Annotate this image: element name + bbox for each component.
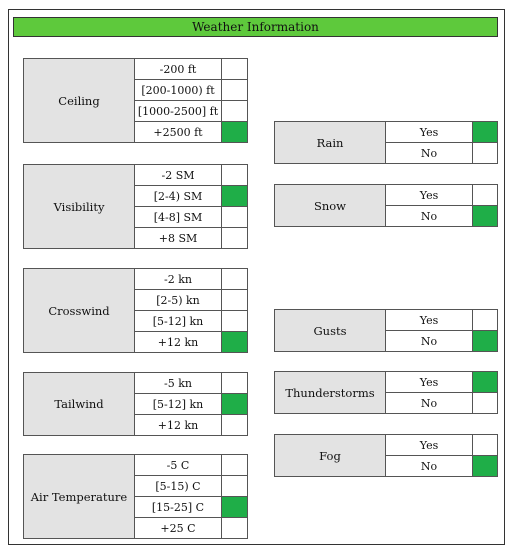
tailwind-option-checkbox[interactable] [221,372,248,394]
crosswind-option-row [135,289,248,311]
visibility-option-checkbox[interactable] [221,206,248,228]
tailwind-label: Tailwind [23,372,135,436]
visibility-option-checkbox[interactable] [221,185,248,207]
crosswind-option-label: +12 kn [134,331,222,353]
air-temperature-option-row [135,517,248,539]
ceiling-option-checkbox[interactable] [221,79,248,101]
tailwind-option-row [135,414,248,436]
rain-option-label: No [385,142,473,164]
air-temperature-option-label: [5-15) C [134,475,222,497]
panel-title: Weather Information [13,17,498,37]
thunderstorms-option-row [386,371,498,393]
visibility-option-row [135,164,248,186]
snow-option-label: Yes [385,184,473,206]
air-temperature-option-checkbox[interactable] [221,517,248,539]
visibility-option-checkbox[interactable] [221,227,248,249]
rain-option-row [386,142,498,164]
crosswind-option-checkbox[interactable] [221,268,248,290]
air-temperature-label: Air Temperature [23,454,135,539]
visibility-option-label: -2 SM [134,164,222,186]
crosswind-label: Crosswind [23,268,135,353]
crosswind-option-label: [5-12] kn [134,310,222,332]
crosswind-option-checkbox[interactable] [221,289,248,311]
snow-option-row [386,184,498,206]
visibility-option-label: +8 SM [134,227,222,249]
crosswind-option-checkbox[interactable] [221,331,248,353]
ceiling-option-checkbox[interactable] [221,100,248,122]
snow-option-checkbox[interactable] [472,205,498,227]
snow-option-label: No [385,205,473,227]
group-visibility [23,164,248,249]
air-temperature-option-row [135,496,248,518]
rain-option-label: Yes [385,121,473,143]
ceiling-option-checkbox[interactable] [221,121,248,143]
fog-option-row [386,455,498,477]
ceiling-option-row [135,121,248,143]
group-rain [274,121,498,164]
gusts-option-checkbox[interactable] [472,309,498,331]
ceiling-option-row [135,100,248,122]
thunderstorms-option-checkbox[interactable] [472,392,498,414]
visibility-option-label: [4-8] SM [134,206,222,228]
rain-option-checkbox[interactable] [472,121,498,143]
thunderstorms-option-label: Yes [385,371,473,393]
air-temperature-option-checkbox[interactable] [221,496,248,518]
air-temperature-option-row [135,454,248,476]
crosswind-option-label: -2 kn [134,268,222,290]
air-temperature-option-label: [15-25] C [134,496,222,518]
fog-option-label: No [385,455,473,477]
visibility-option-label: [2-4) SM [134,185,222,207]
gusts-option-label: No [385,330,473,352]
air-temperature-option-checkbox[interactable] [221,475,248,497]
crosswind-option-row [135,268,248,290]
fog-label: Fog [274,434,386,477]
group-ceiling [23,58,248,143]
thunderstorms-label: Thunderstorms [274,371,386,414]
fog-option-label: Yes [385,434,473,456]
group-thunderstorms [274,371,498,414]
fog-option-row [386,434,498,456]
gusts-label: Gusts [274,309,386,352]
gusts-option-checkbox[interactable] [472,330,498,352]
air-temperature-option-label: -5 C [134,454,222,476]
tailwind-option-label: +12 kn [134,414,222,436]
ceiling-label: Ceiling [23,58,135,143]
ceiling-option-label: -200 ft [134,58,222,80]
snow-option-checkbox[interactable] [472,184,498,206]
visibility-option-row [135,227,248,249]
air-temperature-option-row [135,475,248,497]
ceiling-option-checkbox[interactable] [221,58,248,80]
crosswind-option-row [135,310,248,332]
thunderstorms-option-label: No [385,392,473,414]
tailwind-option-label: [5-12] kn [134,393,222,415]
gusts-option-label: Yes [385,309,473,331]
group-fog [274,434,498,477]
rain-option-row [386,121,498,143]
visibility-option-row [135,185,248,207]
tailwind-option-row [135,372,248,394]
group-air-temperature [23,454,248,539]
tailwind-option-checkbox[interactable] [221,393,248,415]
ceiling-option-label: +2500 ft [134,121,222,143]
gusts-option-row [386,330,498,352]
crosswind-option-checkbox[interactable] [221,310,248,332]
visibility-option-checkbox[interactable] [221,164,248,186]
thunderstorms-option-row [386,392,498,414]
rain-label: Rain [274,121,386,164]
visibility-label: Visibility [23,164,135,249]
crosswind-option-label: [2-5) kn [134,289,222,311]
rain-option-checkbox[interactable] [472,142,498,164]
crosswind-option-row [135,331,248,353]
fog-option-checkbox[interactable] [472,455,498,477]
ceiling-option-label: [1000-2500] ft [134,100,222,122]
tailwind-option-label: -5 kn [134,372,222,394]
fog-option-checkbox[interactable] [472,434,498,456]
ceiling-option-label: [200-1000) ft [134,79,222,101]
group-tailwind [23,372,248,436]
snow-option-row [386,205,498,227]
ceiling-option-row [135,58,248,80]
gusts-option-row [386,309,498,331]
group-crosswind [23,268,248,353]
snow-label: Snow [274,184,386,227]
thunderstorms-option-checkbox[interactable] [472,371,498,393]
group-gusts [274,309,498,352]
air-temperature-option-label: +25 C [134,517,222,539]
tailwind-option-checkbox[interactable] [221,414,248,436]
air-temperature-option-checkbox[interactable] [221,454,248,476]
ceiling-option-row [135,79,248,101]
visibility-option-row [135,206,248,228]
group-snow [274,184,498,227]
tailwind-option-row [135,393,248,415]
